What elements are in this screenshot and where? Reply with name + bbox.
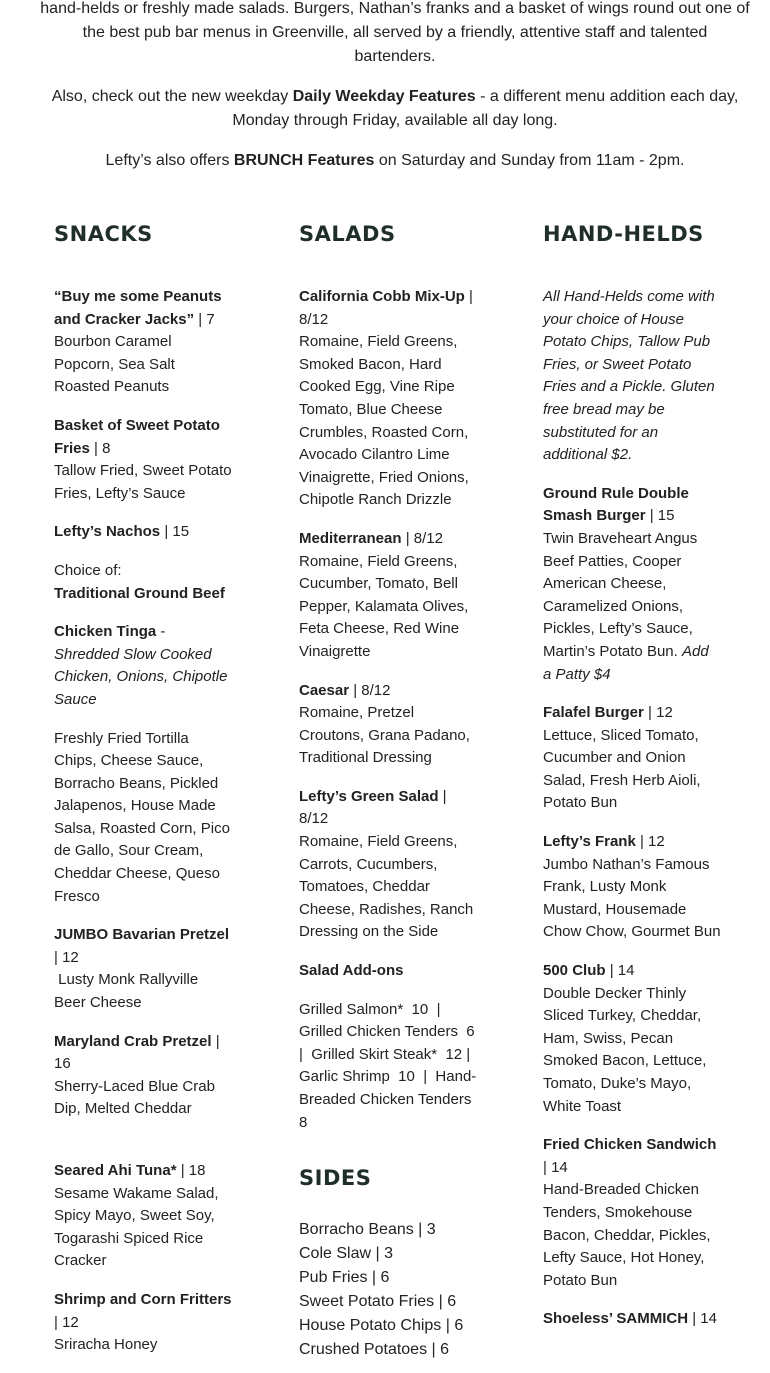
side-item: Borracho Beans | 3 [299,1221,436,1239]
side-item: House Potato Chips | 6 [299,1317,464,1335]
intro-paragraph-2: Also, check out the new weekday Daily Weekday Features - a different menu addition each day, Monday through Friday, available all day long. [51,88,739,129]
snacks-heading: SNACKS [54,222,153,246]
menu-item: “Buy me some Peanuts and Cracker Jacks” | 7 Bourbon Caramel Popcorn, Sea Salt Roasted Peanuts [54,288,222,396]
menu-item: Basket of Sweet Potato Fries | 8 Tallow Fried, Sweet Potato Fries, Lefty’s Sauce [54,416,232,502]
menu-item: Lefty’s Nachos | 15 [54,523,190,541]
menu-item: Choice of: Traditional Ground Beef [54,561,225,602]
sides-section [299,1164,477,1362]
menu-item: Lefty’s Frank | 12 Jumbo Nathan’s Famous Frank, Lusty Monk Mustard, Housemade Chow Chow, Gourmet Bun [543,833,721,941]
intro-paragraph-3: Lefty’s also offers BRUNCH Features on Saturday and Sunday from 11am - 2pm. [105,152,685,169]
salads-heading: SALADS [299,222,396,246]
menu-item: JUMBO Bavarian Pretzel | 12 Lusty Monk Rallyville Beer Cheese [54,926,230,1012]
menu-item: Ground Rule Double Smash Burger | 15 Twin Braveheart Angus Beef Patties, Cooper American Cheese, Caramelized Onions, Pickles, Lefty’s Sauce, Martin’s Potato Bun. Add a Patty $4 [543,484,709,683]
snacks-column [54,220,232,1373]
menu-item: Salad Add-ons [299,962,404,980]
menu-item: Fried Chicken Sandwich | 14 Hand-Breaded Chicken Tenders, Smokehouse Bacon, Cheddar, Pickles, Lefty Sauce, Hot Honey, Potato Bun [543,1136,717,1289]
side-item: Crushed Potatoes | 6 [299,1341,450,1359]
intro-paragraph-1: hand-helds or freshly made salads. Burgers, Nathan’s franks and a basket of wings round out one of the best pub bar menus in Greenville, all served by a friendly, attentive staff and talented bartenders. [40,0,750,65]
menu-item: Caesar | 8/12 Romaine, Pretzel Croutons, Grana Padano, Traditional Dressing [299,681,470,767]
side-item: Cole Slaw | 3 [299,1245,393,1263]
side-item: Sweet Potato Fries | 6 [299,1293,457,1311]
daily-weekday-features-link[interactable]: Daily Weekday Features [292,88,476,105]
menu-item: 500 Club | 14 Double Decker Thinly Sliced Turkey, Cheddar, Ham, Swiss, Pecan Smoked Bacon, Lettuce, Tomato, Duke’s Mayo, White Toast [543,962,707,1115]
menu-item: Shrimp and Corn Fritters | 12 Sriracha Honey [54,1290,232,1354]
menu-item: Freshly Fried Tortilla Chips, Cheese Sauce, Borracho Beans, Pickled Jalapenos, House Made Salsa, Roasted Corn, Pico de Gallo, Sour Cream, Cheddar Cheese, Queso Fresco [54,729,230,905]
menu-item: Falafel Burger | 12 Lettuce, Sliced Tomato, Cucumber and Onion Salad, Fresh Herb Aioli, Potato Bun [543,704,701,812]
menu-item: California Cobb Mix-Up | 8/12 Romaine, Field Greens, Smoked Bacon, Hard Cooked Egg, Vine Ripe Tomato, Blue Cheese Crumbles, Roasted Corn, Avocado Cilantro Lime Vinaigrette, Fried Onions, Chipotle Ranch Drizzle [299,288,473,509]
menu-item: Seared Ahi Tuna* | 18 Sesame Wakame Salad, Spicy Mayo, Sweet Soy, Togarashi Spiced Rice Cracker [54,1162,219,1270]
sides-heading: SIDES [299,1166,372,1191]
handhelds-heading: HAND-HELDS [543,222,704,246]
menu-item: Lefty’s Green Salad | 8/12 Romaine, Field Greens, Carrots, Cucumbers, Tomatoes, Cheddar Cheese, Radishes, Ranch Dressing on the Side [299,787,474,941]
handhelds-note: All Hand-Helds come with your choice of House Potato Chips, Tallow Pub Fries, or Sweet Potato Fries and a Pickle. Gluten free bread may be substituted for an additional $2. [543,288,715,464]
menu-item: Maryland Crab Pretzel | 16 Sherry-Laced Blue Crab Dip, Melted Cheddar [54,1032,220,1118]
handhelds-column [543,220,721,1347]
menu-item: Chicken Tinga - Shredded Slow Cooked Chicken, Onions, Chipotle Sauce [54,623,228,708]
brunch-features-link[interactable]: BRUNCH Features [233,152,375,169]
menu-item: Grilled Salmon* 10 | Grilled Chicken Tenders 6 | Grilled Skirt Steak* 12 | Garlic Shrimp 10 | Hand-Breaded Chicken Tenders 8 [299,1000,483,1131]
menu-item: Shoeless’ SAMMICH | 14 [543,1310,717,1328]
salads-column [299,220,483,1362]
side-item: Pub Fries | 6 [299,1269,390,1287]
menu-item: Mediterranean | 8/12 Romaine, Field Greens, Cucumber, Tomato, Bell Pepper, Kalamata Olives, Feta Cheese, Red Wine Vinaigrette [299,529,469,660]
